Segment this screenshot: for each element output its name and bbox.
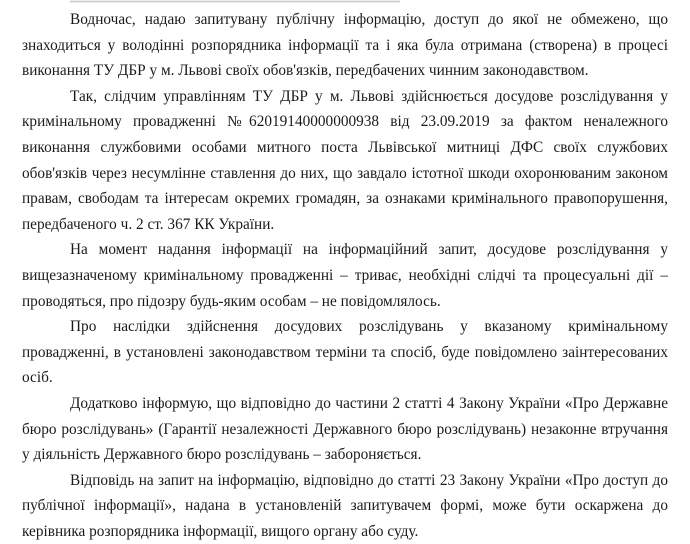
paragraph-5: Додатково інформую, що відповідно до частини 2 статті 4 Закону України «Про Державне бюро розслідувань» (Гарантії незалежності Державного бюро розслідувань) незаконне втручання у діяльність Державного бюро розслідувань – забороняється. bbox=[22, 394, 668, 464]
paragraph-1: Водночас, надаю запитувану публічну інформацію, доступ до якої не обмежено, що знаходиться у володінні розпорядника інформації та і яка була отримана (створена) в процесі виконання ТУ ДБР у м. Львові своїх обов'язків, передбачених чинним законодавством. bbox=[22, 11, 668, 80]
document-body bbox=[22, 0, 668, 544]
page-top-cut-line bbox=[70, 0, 400, 3]
paragraph-6: Відповідь на запит на інформацію, відповідно до статті 23 Закону України «Про доступ до публічної інформації», надана в установленій запитувачем формі, може бути оскаржена до керівника розпорядника інформації, вищого органу або суду. bbox=[22, 471, 668, 540]
paragraph-3: На момент надання інформації на інформаційний запит, досудове розслідування у вищезазначеному кримінальному провадженні – триває, необхідні слідчі та процесуальні дії – проводяться, про підозру будь-яким особам – не повідомлялось. bbox=[22, 241, 668, 310]
paragraph-2: Так, слідчим управлінням ТУ ДБР у м. Львові здійснюється досудове розслідування у кримінальному провадженні №62019140000000938 від 23.09.2019 за фактом неналежного виконання службовими особами митного поста Львівської митниці ДФС своїх службових обов'язків через несумлінне ставлення до них, що завдало істотної шкоди охоронюваним законом правам, свободам та інтересам окремих громадян, за ознаками кримінального правопорушення, передбаченого ч. 2 ст. 367 КК України. bbox=[22, 87, 668, 233]
paragraph-4: Про наслідки здійснення досудових розслідувань у вказаному кримінальному провадженні, в установлені законодавством терміни та спосіб, буде повідомлено заінтересованих осіб. bbox=[22, 318, 668, 387]
